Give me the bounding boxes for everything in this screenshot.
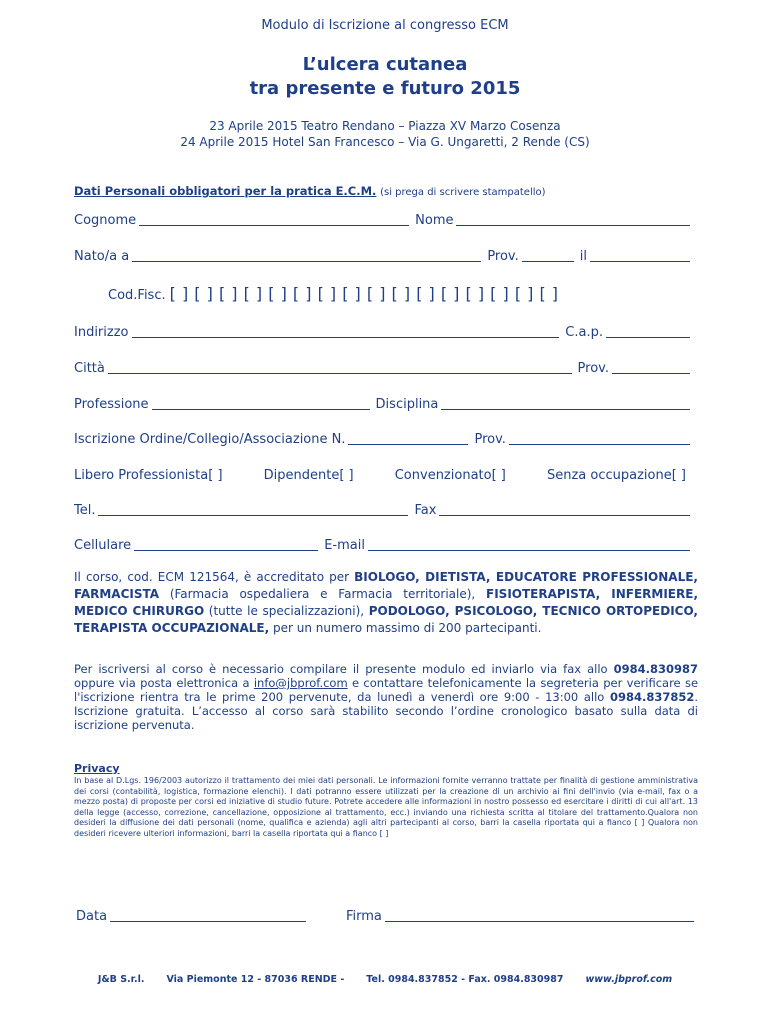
congress-title-line2: tra presente e futuro 2015 xyxy=(249,78,521,99)
tel-label: Tel. xyxy=(74,503,96,518)
cellulare-label: Cellulare xyxy=(74,538,132,553)
row-name xyxy=(74,208,690,228)
event-date-2: 24 Aprile 2015 Hotel San Francesco – Via G. Ungaretti, 2 Rende (CS) xyxy=(180,135,590,149)
row-profession xyxy=(74,392,690,412)
disciplina-label: Disciplina xyxy=(375,397,439,412)
footer-website[interactable]: www.jbprof.com xyxy=(585,974,673,985)
section-heading-title: Dati Personali obbligatori per la pratica E.C.M. xyxy=(74,184,377,198)
footer-contacts: Tel. 0984.837852 - Fax. 0984.830987 xyxy=(366,974,564,985)
row-mobile xyxy=(74,533,690,553)
row-address xyxy=(74,320,690,340)
row-codfisc xyxy=(108,283,668,303)
citta-field[interactable] xyxy=(108,359,572,374)
fax-field[interactable] xyxy=(439,501,690,516)
signup-text-2: oppure via posta elettronica a xyxy=(74,676,250,690)
firma-field[interactable] xyxy=(385,907,694,922)
nato-label: Nato/a a xyxy=(74,249,130,264)
cognome-label: Cognome xyxy=(74,213,137,228)
row-phone xyxy=(74,498,690,518)
cognome-field[interactable] xyxy=(139,211,409,226)
indirizzo-label: Indirizzo xyxy=(74,325,129,340)
professione-field[interactable] xyxy=(152,395,370,410)
professione-label: Professione xyxy=(74,397,149,412)
email-field[interactable] xyxy=(368,536,690,551)
convenzionato-checkbox[interactable]: Convenzionato[ ] xyxy=(394,468,506,483)
footer-address: Via Piemonte 12 - 87036 RENDE - xyxy=(166,974,345,985)
libero-professionista-checkbox[interactable]: Libero Professionista[ ] xyxy=(74,468,223,483)
birth-date-field[interactable] xyxy=(590,247,690,262)
course-text-4: per un numero massimo di 200 partecipanti. xyxy=(273,621,542,635)
row-signature xyxy=(346,904,694,924)
senza-occupazione-checkbox[interactable]: Senza occupazione[ ] xyxy=(546,468,686,483)
privacy-text: In base al D.Lgs. 196/2003 autorizzo il trattamento dei miei dati personali. Le informazioni fornite verranno trattate per finalità di gestione amministrativa dei corsi (contabilità, logistica, formazione elenchi). I dati potranno essere utilizzati per la creazione di un archivio ai fini dell'invio (via e-mail, fax o a mezzo posta) di proposte per corsi ed iniziative di studio future. Potrete accedere alle informazioni in nostro possesso ed esercitare i diritti di cui all'art. 13 della legge (accesso, correzione, cancellazione, opposizione al trattamento, ecc.) inviando una richiesta scritta al titolare del trattamento.Qualora non desideri la diffusione dei dati personali (nome, qualifica e azienda) agli altri partecipanti al corso, barri la casella riportata qui a fianco [ ] Qualora non desideri ricevere ulteriori informazioni, barri la casella riportata qui a fianco [ ] xyxy=(74,776,698,838)
row-date xyxy=(76,904,306,924)
cap-field[interactable] xyxy=(606,323,690,338)
section-heading xyxy=(74,184,546,198)
iscrizione-prov-field[interactable] xyxy=(509,430,690,445)
disciplina-field[interactable] xyxy=(441,395,690,410)
iscrizione-label: Iscrizione Ordine/Collegio/Associazione N. xyxy=(74,432,346,447)
footer-company: J&B S.r.l. xyxy=(97,974,145,985)
event-dates xyxy=(0,118,770,150)
data-label: Data xyxy=(76,909,108,924)
nome-field[interactable] xyxy=(456,211,690,226)
footer xyxy=(0,974,770,985)
signup-text-1: Per iscriversi al corso è necessario compilare il presente modulo ed inviarlo via fax allo xyxy=(74,662,608,676)
course-professions-3: PODOLOGO, PSICOLOGO, TECNICO ORTOPEDICO, TERAPISTA OCCUPAZIONALE, xyxy=(74,604,698,635)
data-field[interactable] xyxy=(110,907,306,922)
signup-text-3: e contattare telefonicamente la segreteria per verificare se l'iscrizione rientra tra le prime 200 pervenute, da lunedì a venerdì ore 9:00 - 13:00 allo xyxy=(74,676,699,704)
iscrizione-prov-label: Prov. xyxy=(474,432,506,447)
iscrizione-number-field[interactable] xyxy=(348,430,468,445)
course-professions-2: FISIOTERAPISTA, INFERMIERE, MEDICO CHIRURGO xyxy=(74,587,698,618)
cellulare-field[interactable] xyxy=(134,536,318,551)
nome-label: Nome xyxy=(415,213,454,228)
course-accreditation-text xyxy=(74,569,698,637)
birth-prov-label: Prov. xyxy=(487,249,519,264)
citta-label: Città xyxy=(74,361,105,376)
dipendente-checkbox[interactable]: Dipendente[ ] xyxy=(263,468,354,483)
congress-title-line1: L’ulcera cutanea xyxy=(302,54,468,75)
codfisc-label: Cod.Fisc. xyxy=(108,288,166,303)
course-text-1: Il corso, cod. ECM 121564, è accreditato per xyxy=(74,570,350,584)
cap-label: C.a.p. xyxy=(565,325,603,340)
signup-email-link[interactable]: info@jbprof.com xyxy=(253,676,348,690)
city-prov-field[interactable] xyxy=(612,359,690,374)
birthplace-field[interactable] xyxy=(132,247,481,262)
signup-text-4: . Iscrizione gratuita. L’accesso al corso sarà stabilito secondo l’ordine cronologico basato sulla data di iscrizione pervenuta. xyxy=(74,690,698,732)
event-date-1: 23 Aprile 2015 Teatro Rendano – Piazza XV Marzo Cosenza xyxy=(209,119,561,133)
signup-fax-number: 0984.830987 xyxy=(613,662,699,676)
course-professions-1: BIOLOGO, DIETISTA, EDUCATORE PROFESSIONALE, FARMACISTA xyxy=(74,570,698,601)
row-city xyxy=(74,356,690,376)
course-text-3: (tutte le specializzazioni), xyxy=(208,604,365,618)
row-registration xyxy=(74,427,690,447)
fax-label: Fax xyxy=(414,503,437,518)
congress-title xyxy=(0,53,770,101)
privacy-heading: Privacy xyxy=(74,762,120,775)
module-title: Modulo di Iscrizione al congresso ECM xyxy=(261,18,509,33)
course-text-2: (Farmacia ospedaliera e Farmacia territoriale), xyxy=(169,587,476,601)
birth-date-label: il xyxy=(579,249,587,264)
section-heading-note: (si prega di scrivere stampatello) xyxy=(380,187,546,198)
signup-instructions xyxy=(74,662,698,732)
firma-label: Firma xyxy=(346,909,382,924)
signup-phone-number: 0984.837852 xyxy=(609,690,695,704)
email-label: E-mail xyxy=(324,538,365,553)
city-prov-label: Prov. xyxy=(577,361,609,376)
row-birth xyxy=(74,244,690,264)
tel-field[interactable] xyxy=(98,501,408,516)
birth-prov-field[interactable] xyxy=(522,247,574,262)
codfisc-boxes[interactable]: [ ] [ ] [ ] [ ] [ ] [ ] [ ] [ ] [ ] [ ] [ ] [ ] [ ] [ ] [ ] [ ] xyxy=(169,284,559,303)
indirizzo-field[interactable] xyxy=(132,323,560,338)
row-employment xyxy=(74,463,686,483)
